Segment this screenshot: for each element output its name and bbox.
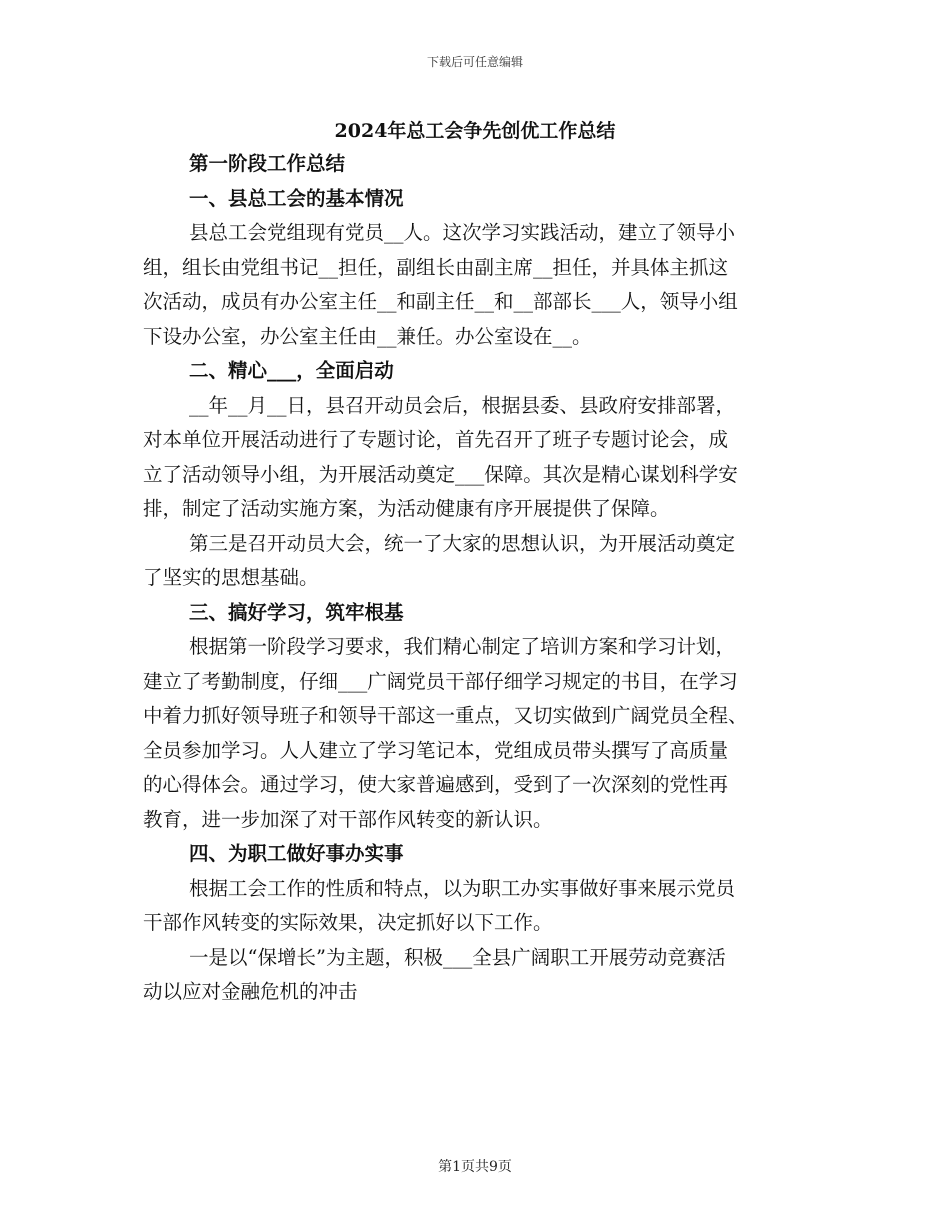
body-text-line: 一是以“保增长”为主题，积极___全县广阔职工开展劳动竞赛活 — [189, 945, 726, 969]
section-heading: 二、精心___，全面启动 — [189, 359, 394, 382]
page-footer: 第1页共9页 — [438, 1159, 512, 1175]
section-heading: 第一阶段工作总结 — [189, 152, 346, 175]
section-heading: 三、搞好学习，筑牢根基 — [189, 600, 404, 624]
body-text-line: 下设办公室，办公室主任由__兼任。办公室设在__。 — [143, 324, 592, 348]
header-note: 下载后可任意编辑 — [426, 55, 523, 69]
body-text-line: 建立了考勤制度，仔细___广阔党员干部仔细学习规定的书目，在学习 — [143, 669, 738, 693]
body-text-line: 排，制定了活动实施方案，为活动健康有序开展提供了保障。 — [143, 497, 670, 520]
body-text-line: 对本单位开展活动进行了专题讨论，首先召开了班子专题讨论会，成 — [143, 428, 729, 451]
body-text-line: 县总工会党组现有党员__人。这次学习实践活动，建立了领导小 — [189, 221, 736, 244]
section-heading: 四、为职工做好事办实事 — [189, 842, 404, 865]
body-text-line: 教育，进一步加深了对干部作风转变的新认识。 — [143, 807, 553, 831]
section-heading: 一、县总工会的基本情况 — [189, 186, 404, 210]
body-text-line: 动以应对金融危机的冲击 — [143, 980, 358, 1003]
document-title: 2024年总工会争先创优工作总结 — [334, 120, 616, 142]
body-text-line: 的心得体会。通过学习，使大家普遍感到，受到了一次深刻的党性再 — [143, 773, 729, 796]
body-text-line: 干部作风转变的实际效果，决定抓好以下工作。 — [143, 911, 553, 934]
body-text-line: 了坚实的思想基础。 — [143, 566, 319, 589]
body-text-line: 组，组长由党组书记__担任，副组长由副主席__担任，并具体主抓这 — [143, 255, 729, 279]
body-text-line: 根据第一阶段学习要求，我们精心制定了培训方案和学习计划， — [189, 635, 736, 658]
body-text-line: 中着力抓好领导班子和领导干部这一重点，又切实做到广阔党员全程、 — [143, 704, 748, 727]
body-text-line: 立了活动领导小组，为开展活动奠定___保障。其次是精心谋划科学安 — [143, 462, 738, 486]
body-text-line: __年__月__日，县召开动员会后，根据县委、县政府安排部署， — [189, 393, 736, 417]
body-text-line: 第三是召开动员大会，统一了大家的思想认识，为开展活动奠定 — [189, 531, 736, 555]
body-text-line: 根据工会工作的性质和特点，以为职工办实事做好事来展示党员 — [189, 876, 736, 900]
body-text-line: 全员参加学习。人人建立了学习笔记本，党组成员带头撰写了高质量 — [143, 738, 729, 762]
body-text-line: 次活动，成员有办公室主任__和副主任__和__部部长___人，领导小组 — [143, 290, 738, 313]
document-body — [143, 147, 811, 1010]
